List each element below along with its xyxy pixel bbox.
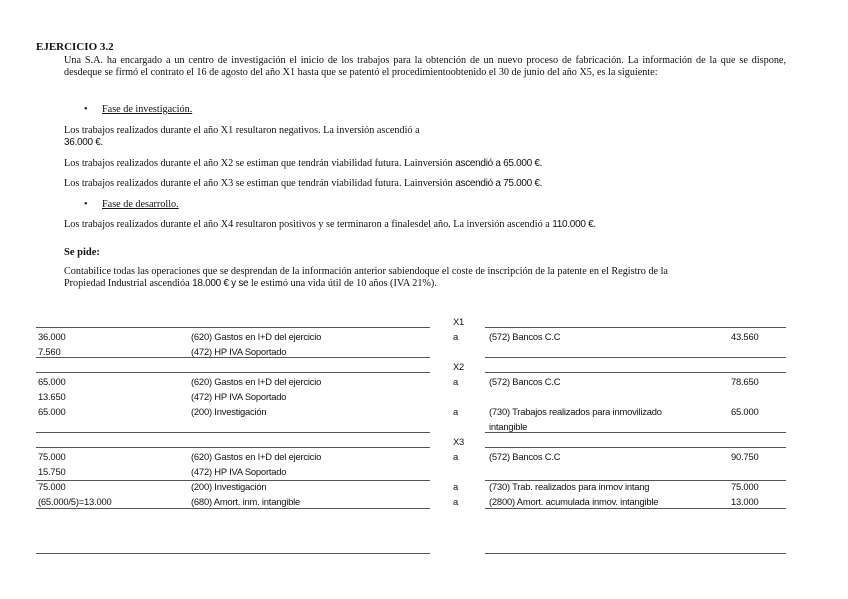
entry-a-separator: a xyxy=(453,496,459,507)
se-pide-line1: Contabilice todas las operaciones que se desprendan de la información anterior sabiendoque el coste de inscripción de la patente en el Registro de la xyxy=(64,266,668,277)
rule-right xyxy=(485,508,786,509)
entry-a-separator: a xyxy=(453,451,459,462)
entry-credit-amount: 78.650 xyxy=(731,376,759,387)
footer-rule-left xyxy=(36,553,430,554)
entry-credit-amount: 90.750 xyxy=(731,451,759,462)
entry-credit-account: (572) Bancos C.C xyxy=(489,376,561,387)
rule-right xyxy=(485,357,786,358)
rule-left xyxy=(36,508,430,509)
entry-debit-amount: 75.000 xyxy=(38,481,66,492)
entry-credit-account: (730) Trab. realizados para inmov intang xyxy=(489,481,650,492)
entry-a-separator: a xyxy=(453,406,459,417)
rule-left xyxy=(36,432,430,433)
rule-left xyxy=(36,372,430,373)
entry-debit-account: (472) HP IVA Soportado xyxy=(191,346,287,357)
rule-left xyxy=(36,327,430,328)
se-pide-amount: 18.000 € y se xyxy=(192,278,249,289)
paragraph-x1-amount: 36.000 €. xyxy=(64,137,104,148)
paragraph-x1-text: Los trabajos realizados durante el año X1 resultaron negativos. La inversión ascendió a xyxy=(64,125,420,136)
entry-debit-amount: (65.000/5)=13.000 xyxy=(38,496,112,507)
entry-debit-amount: 13.650 xyxy=(38,391,66,402)
se-pide-line2b: le estimó una vida útil de 10 años (IVA 21%). xyxy=(250,278,437,289)
entry-a-separator: a xyxy=(453,481,459,492)
entry-credit-account: (572) Bancos C.C xyxy=(489,331,561,342)
entry-debit-amount: 15.750 xyxy=(38,466,66,477)
paragraph-x3-text: Los trabajos realizados durante el año X3 se estiman que tendrán viabilidad futura. Lainversión xyxy=(64,178,453,189)
year-label: X1 xyxy=(453,316,465,327)
entry-credit-amount: 65.000 xyxy=(731,406,759,417)
rule-right xyxy=(485,432,786,433)
year-label: X3 xyxy=(453,436,465,447)
rule-left xyxy=(36,447,430,448)
footer-rule-right xyxy=(485,553,786,554)
entry-debit-account: (620) Gastos en I+D del ejercicio xyxy=(191,331,322,342)
entry-debit-account: (472) HP IVA Soportado xyxy=(191,391,287,402)
entry-debit-amount: 65.000 xyxy=(38,376,66,387)
entry-debit-account: (200) Investigación xyxy=(191,406,267,417)
rule-right xyxy=(485,372,786,373)
entry-a-separator: a xyxy=(453,331,459,342)
entry-debit-account: (472) HP IVA Soportado xyxy=(191,466,287,477)
bullet-label: Fase de desarrollo. xyxy=(102,199,179,210)
bullet-dot-icon: • xyxy=(84,104,88,115)
rule-left xyxy=(36,357,430,358)
bullet-dot-icon: • xyxy=(84,199,88,210)
entry-credit-amount: 75.000 xyxy=(731,481,759,492)
se-pide-line2a: Propiedad Industrial ascendióa xyxy=(64,278,190,289)
entry-credit-account-cont: intangible xyxy=(489,421,528,432)
entry-debit-account: (680) Amort. inm. intangible xyxy=(191,496,301,507)
rule-right xyxy=(485,447,786,448)
entry-debit-amount: 75.000 xyxy=(38,451,66,462)
se-pide-heading: Se pide: xyxy=(64,247,100,258)
entry-debit-amount: 65.000 xyxy=(38,406,66,417)
entry-credit-amount: 43.560 xyxy=(731,331,759,342)
entry-debit-amount: 7.560 xyxy=(38,346,61,357)
paragraph-x3-amount: ascendió a 75.000 €. xyxy=(455,178,543,189)
entry-credit-amount: 13.000 xyxy=(731,496,759,507)
rule-right xyxy=(485,327,786,328)
paragraph-x2-amount: ascendió a 65.000 €. xyxy=(455,158,543,169)
entry-credit-account: (572) Bancos C.C xyxy=(489,451,561,462)
entry-credit-account: (730) Trabajos realizados para inmovilizado xyxy=(489,406,662,417)
entry-debit-amount: 36.000 xyxy=(38,331,66,342)
paragraph-x2-text: Los trabajos realizados durante el año X2 se estiman que tendrán viabilidad futura. Lainversión xyxy=(64,158,453,169)
exercise-title: EJERCICIO 3.2 xyxy=(36,41,114,53)
entry-debit-account: (620) Gastos en I+D del ejercicio xyxy=(191,376,322,387)
year-label: X2 xyxy=(453,361,465,372)
entry-debit-account: (620) Gastos en I+D del ejercicio xyxy=(191,451,322,462)
bullet-label: Fase de investigación. xyxy=(102,104,193,115)
paragraph-x4-text: Los trabajos realizados durante el año X4 resultaron positivos y se terminaron a finalesdel año. La inversión ascendió a xyxy=(64,219,550,230)
entry-debit-account: (200) Investigación xyxy=(191,481,267,492)
entry-credit-account: (2800) Amort. acumulada inmov. intangible xyxy=(489,496,659,507)
entry-a-separator: a xyxy=(453,376,459,387)
paragraph-x4-amount: 110.000 €. xyxy=(552,219,596,230)
intro-paragraph: Una S.A. ha encargado a un centro de investigación el inicio de los trabajos para la obtención de un nuevo proceso de fabricación. La información de la que se dispone, desdeque se firmó el contrato el 16 de agosto del año X1 hasta que se patentó el procedimientoobtenido el 30 de junio del año X5, es la siguiente: xyxy=(64,55,786,78)
